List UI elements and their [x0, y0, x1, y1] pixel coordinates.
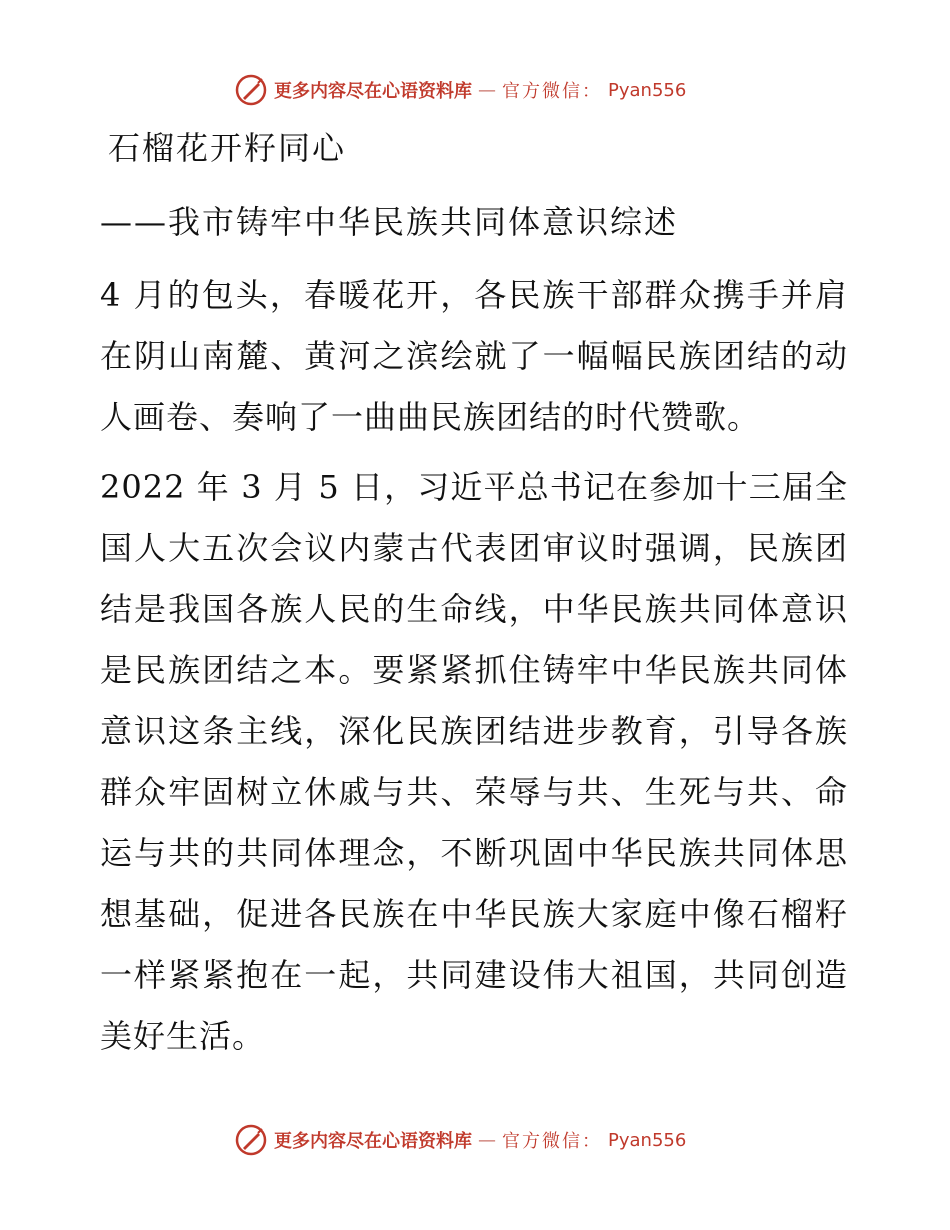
watermark-brand: 更多内容尽在心语资料库	[274, 1131, 472, 1152]
watermark-footer	[234, 1122, 686, 1158]
watermark-separator: —	[478, 1129, 496, 1151]
watermark-brand: 更多内容尽在心语资料库	[274, 81, 472, 102]
quill-pen-icon	[234, 1123, 268, 1157]
body-paragraph-1: 4 月的包头，春暖花开，各民族干部群众携手并肩在阴山南麓、黄河之滨绘就了一幅幅民族团结的动人画卷、奏响了一曲曲民族团结的时代赞歌。	[100, 276, 848, 436]
document-title: 石榴花开籽同心	[108, 129, 347, 167]
watermark-wechat-label: 官方微信：	[502, 1131, 602, 1152]
watermark-separator: —	[478, 79, 496, 101]
quill-pen-icon	[234, 73, 268, 107]
body-paragraph-2: 2022 年 3 月 5 日，习近平总书记在参加十三届全国人大五次会议内蒙古代表团审议时强调，民族团结是我国各族人民的生命线，中华民族共同体意识是民族团结之本。要紧紧抓住铸牢中华民族共同体意识这条主线，深化民族团结进步教育，引导各族群众牢固树立休戚与共、荣辱与共、生死与共、命运与共的共同体理念，不断巩固中华民族共同体思想基础，促进各民族在中华民族大家庭中像石榴籽一样紧紧抱在一起，共同建设伟大祖国，共同创造美好生活。	[100, 468, 848, 1055]
watermark-header	[234, 72, 686, 108]
document-subtitle: ——我市铸牢中华民族共同体意识综述	[100, 203, 679, 241]
watermark-wechat-id: Pyan556	[608, 79, 687, 101]
watermark-wechat-id: Pyan556	[608, 1129, 687, 1151]
watermark-wechat-label: 官方微信：	[502, 81, 602, 102]
